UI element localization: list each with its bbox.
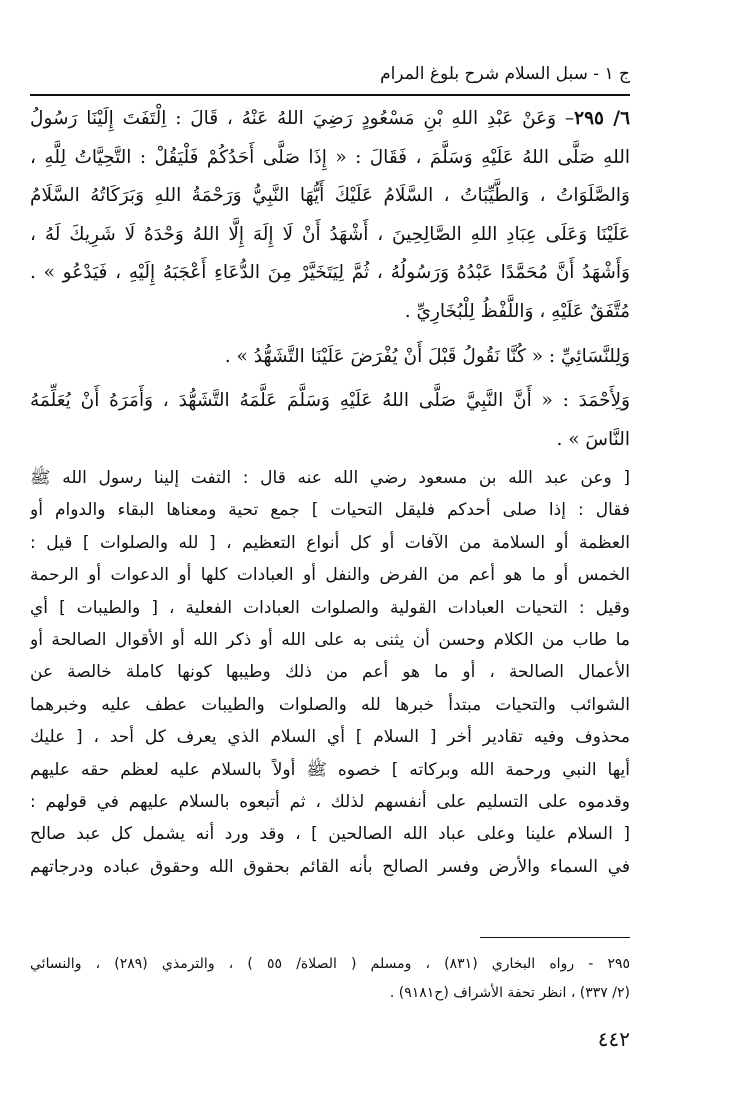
book-page [30, 0, 630, 1112]
commentary-line: وقيل : التحيات العبادات القولية والصلوات العبادات الفعلية ، [ والطيبات ] أي [30, 597, 630, 618]
commentary-text [30, 462, 630, 883]
commentary-line: فقال : إذا صلى أحدكم فليقل التحيات ] جمع تحية ومعناها البقاء والدوام أو [30, 500, 630, 521]
hadith-text [30, 100, 630, 459]
hadith-line: عَلَيْنَا وَعَلَى عِبَادِ اللهِ الصَّالِحِينَ ، أَشْهَدُ أَنْ لَا إِلَهَ إِلَّا اللهُ وَحْدَهُ لَا شَرِيكَ لَهُ ، [30, 223, 630, 245]
footnote-line: (٢/ ٣٣٧) ، انظر تحفة الأشراف (ح٩١٨١) . [389, 985, 630, 1001]
commentary-line: وقدموه على التسليم على أنفسهم لذلك ، ثم أتبعوه بالسلام عليهم في قولهم : [30, 791, 630, 812]
commentary-line: الخمس أو ما هو أعم من الفرض والنفل أو العبادات كلها أو الدعوات أو الرحمة [30, 565, 630, 586]
header-rule [30, 94, 630, 96]
footnote-rule [480, 937, 630, 938]
hadith-line: النَّاسَ » . [556, 428, 630, 450]
hadith-number: ٦/ ٢٩٥ [574, 108, 630, 129]
hadith-line: وَأَشْهَدُ أَنَّ مُحَمَّدًا عَبْدُهُ وَرَسُولُهُ ، ثُمَّ لِيَتَخَيَّرْ مِنَ الدُّعَاءِ أَعْجَبَهُ إِلَيْهِ ، فَيَدْعُو » . [30, 262, 630, 284]
commentary-line: [ السلام علينا وعلى عباد الله الصالحين ] ، وقد ورد أنه يشمل كل عبد صالح [30, 824, 630, 845]
commentary-line: ما طاب من الكلام وحسن أن يثنى به على الله أو ذكر الله أو الأقوال الصالحة أو [30, 629, 630, 650]
commentary-line: أيها النبي ورحمة الله وبركاته ] خصوه ﷺ أولاً بالسلام عليه لعظم حقه عليهم [30, 759, 630, 780]
hadith-line [30, 100, 630, 139]
hadith-line: اللهِ صَلَّى اللهُ عَلَيْهِ وَسَلَّمَ ، فَقَالَ : « إِذَا صَلَّى أَحَدُكُمْ فَلْيَقُلْ : التَّحِيَّاتُ لِلَّهِ ، [30, 146, 630, 168]
hadith-line: وَالصَّلَوَاتُ ، وَالطَّيِّبَاتُ ، السَّلَامُ عَلَيْكَ أَيُّهَا النَّبِيُّ وَرَحْمَةُ اللهِ وَبَرَكَاتُهُ السَّلَامُ [30, 185, 630, 207]
hadith-line-text: – وَعَنْ عَبْدِ اللهِ بْنِ مَسْعُودٍ رَضِيَ اللهُ عَنْهُ ، قَالَ : اِلْتَفَتَ إِلَيْنَا رَسُولُ [30, 108, 575, 129]
footnote-line: ٢٩٥ - رواه البخاري (٨٣١) ، ومسلم ( الصلاة/ ٥٥ ) ، والترمذي (٢٨٩) ، والنسائي [30, 956, 630, 972]
commentary-line: [ وعن عبد الله بن مسعود رضي الله عنه قال : التفت إلينا رسول الله ﷺ [30, 468, 630, 488]
commentary-line: العظمة أو السلامة من الآفات أو كل أنواع التعظيم ، [ لله والصلوات ] قيل : [30, 532, 630, 553]
commentary-line: الشوائب والتحيات مبتدأ خبرها لله والصلوات والطيبات عطف عليه وخبرهما [30, 694, 630, 715]
commentary-line: في السماء والأرض وفسر الصالح بأنه القائم بحقوق الله وحقوق عباده ودرجاتهم [30, 856, 630, 877]
page-number: ٤٤٢ [597, 1027, 630, 1051]
hadith-line: مُتَّفَقٌ عَلَيْهِ ، وَاللَّفْظُ لِلْبُخَارِيِّ . [404, 300, 630, 322]
commentary-line: الأعمال الصالحة ، أو ما هو أعم من ذلك وطيبها كونها كاملة خالصة عن [30, 662, 630, 683]
running-title: ج ١ - سبل السلام شرح بلوغ المرام [380, 64, 630, 84]
hadith-line: وَلِلنَّسَائِيِّ : « كُنَّا نَقُولُ قَبْلَ أَنْ يُفْرَضَ عَلَيْنَا التَّشَهُّدُ » . [224, 345, 630, 367]
footnote [30, 950, 630, 1008]
commentary-line: محذوف وفيه تقادير أخر [ السلام ] أي السلام الذي يعرف كل أحد ، [ عليك [30, 727, 630, 748]
hadith-line: وَلِأَحْمَدَ : « أَنَّ النَّبِيَّ صَلَّى اللهُ عَلَيْهِ وَسَلَّمَ عَلَّمَهُ التَّشَهُّدَ ، وَأَمَرَهُ أَنْ يُعَلِّمَهُ [30, 390, 630, 412]
